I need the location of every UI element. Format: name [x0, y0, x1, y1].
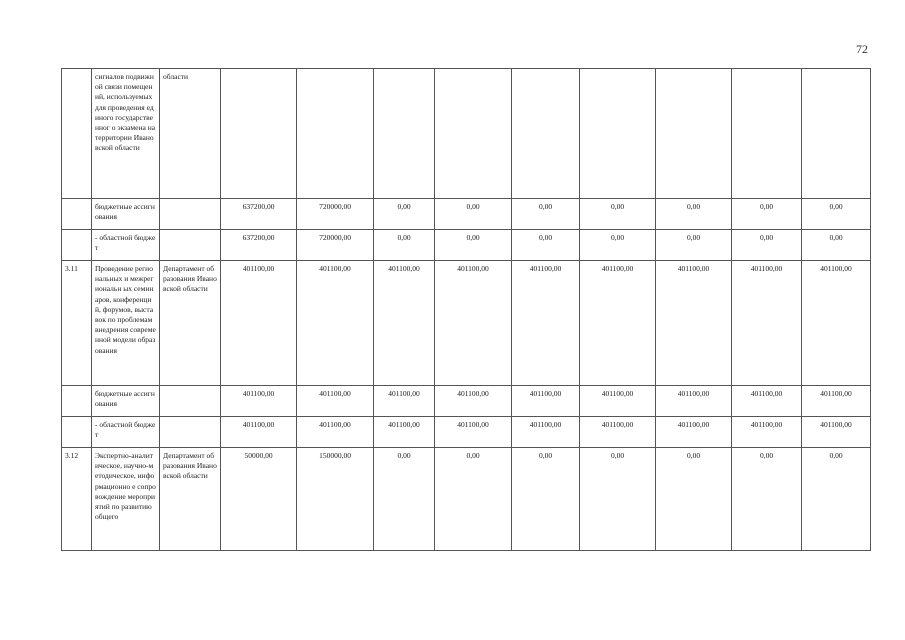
row-executor-cell: Департамент образования Ивановской области [160, 448, 221, 551]
row-value-cell: 0,00 [435, 448, 512, 551]
row-value-cell: 401100,00 [656, 417, 732, 448]
row-value-cell: 150000,00 [297, 448, 374, 551]
row-value-cell [802, 69, 871, 199]
row-value-cell: 0,00 [512, 199, 580, 230]
row-value-cell: 720000,00 [297, 230, 374, 261]
page-number: 72 [856, 42, 868, 56]
row-value-cell [374, 69, 435, 199]
table-row [62, 386, 871, 417]
row-value-cell: 401100,00 [297, 417, 374, 448]
row-executor-cell [160, 417, 221, 448]
row-value-cell: 0,00 [580, 230, 656, 261]
row-value-cell: 401100,00 [512, 261, 580, 386]
row-value-cell: 401100,00 [374, 417, 435, 448]
row-executor-cell [160, 386, 221, 417]
row-value-cell: 0,00 [374, 230, 435, 261]
row-executor-cell: Департамент образования Ивановской области [160, 261, 221, 386]
table-row [62, 417, 871, 448]
row-value-cell: 0,00 [374, 199, 435, 230]
table-row [62, 69, 871, 199]
budget-table [61, 68, 871, 551]
row-executor-cell [160, 199, 221, 230]
row-value-cell: 0,00 [512, 230, 580, 261]
row-value-cell: 0,00 [802, 448, 871, 551]
row-value-cell: 0,00 [656, 448, 732, 551]
row-name-cell: сигналов подвижной связи помещений, используемых для проведения единого государственног о экзамена на территории Ивановской области [92, 69, 160, 199]
row-value-cell: 0,00 [374, 448, 435, 551]
row-value-cell: 401100,00 [221, 417, 297, 448]
row-name-cell: - областной бюджет [92, 417, 160, 448]
row-value-cell: 401100,00 [297, 261, 374, 386]
row-value-cell: 0,00 [732, 199, 802, 230]
row-code-cell [62, 417, 92, 448]
row-value-cell [512, 69, 580, 199]
row-value-cell: 0,00 [580, 199, 656, 230]
row-value-cell [656, 69, 732, 199]
row-value-cell [732, 69, 802, 199]
row-code-cell [62, 386, 92, 417]
row-value-cell: 637200,00 [221, 199, 297, 230]
row-value-cell: 401100,00 [221, 386, 297, 417]
row-value-cell: 0,00 [656, 199, 732, 230]
row-value-cell: 401100,00 [656, 261, 732, 386]
table-row [62, 261, 871, 386]
row-value-cell: 401100,00 [802, 386, 871, 417]
row-executor-cell: области [160, 69, 221, 199]
row-name-cell: - областной бюджет [92, 230, 160, 261]
row-value-cell: 401100,00 [374, 261, 435, 386]
row-value-cell: 401100,00 [732, 386, 802, 417]
row-name-cell: бюджетные ассигнования [92, 386, 160, 417]
row-value-cell: 401100,00 [435, 386, 512, 417]
row-code-cell [62, 69, 92, 199]
row-value-cell: 401100,00 [732, 261, 802, 386]
row-value-cell: 401100,00 [802, 417, 871, 448]
row-value-cell: 0,00 [580, 448, 656, 551]
row-code-cell: 3.12 [62, 448, 92, 551]
row-value-cell: 637200,00 [221, 230, 297, 261]
row-value-cell: 401100,00 [580, 417, 656, 448]
row-value-cell: 720000,00 [297, 199, 374, 230]
table-row [62, 448, 871, 551]
row-value-cell: 401100,00 [656, 386, 732, 417]
row-value-cell: 401100,00 [580, 386, 656, 417]
row-value-cell: 401100,00 [374, 386, 435, 417]
row-name-cell: Экспертно-аналитическое, научно-методическое, информационно е сопровождение мероприятий по развитию общего [92, 448, 160, 551]
table-row [62, 230, 871, 261]
row-name-cell: Проведение региональных и межрегиональн ых семинаров, конференций, форумов, выставок по проблемам внедрения современной модели образования [92, 261, 160, 386]
row-value-cell: 0,00 [435, 199, 512, 230]
row-value-cell: 0,00 [802, 199, 871, 230]
row-value-cell: 401100,00 [580, 261, 656, 386]
row-value-cell: 0,00 [802, 230, 871, 261]
row-code-cell: 3.11 [62, 261, 92, 386]
table-body [62, 69, 871, 551]
row-value-cell: 401100,00 [512, 386, 580, 417]
row-name-cell: бюджетные ассигнования [92, 199, 160, 230]
row-value-cell: 401100,00 [435, 417, 512, 448]
table-row [62, 199, 871, 230]
row-value-cell: 401100,00 [221, 261, 297, 386]
row-value-cell [435, 69, 512, 199]
row-executor-cell [160, 230, 221, 261]
row-value-cell: 0,00 [656, 230, 732, 261]
row-value-cell: 401100,00 [512, 417, 580, 448]
row-value-cell: 401100,00 [297, 386, 374, 417]
row-value-cell: 0,00 [512, 448, 580, 551]
row-value-cell [580, 69, 656, 199]
row-value-cell: 401100,00 [732, 417, 802, 448]
row-value-cell: 0,00 [732, 230, 802, 261]
row-value-cell [221, 69, 297, 199]
row-code-cell [62, 199, 92, 230]
row-value-cell: 401100,00 [802, 261, 871, 386]
row-value-cell: 0,00 [732, 448, 802, 551]
row-code-cell [62, 230, 92, 261]
row-value-cell: 50000,00 [221, 448, 297, 551]
row-value-cell: 0,00 [435, 230, 512, 261]
row-value-cell: 401100,00 [435, 261, 512, 386]
row-value-cell [297, 69, 374, 199]
